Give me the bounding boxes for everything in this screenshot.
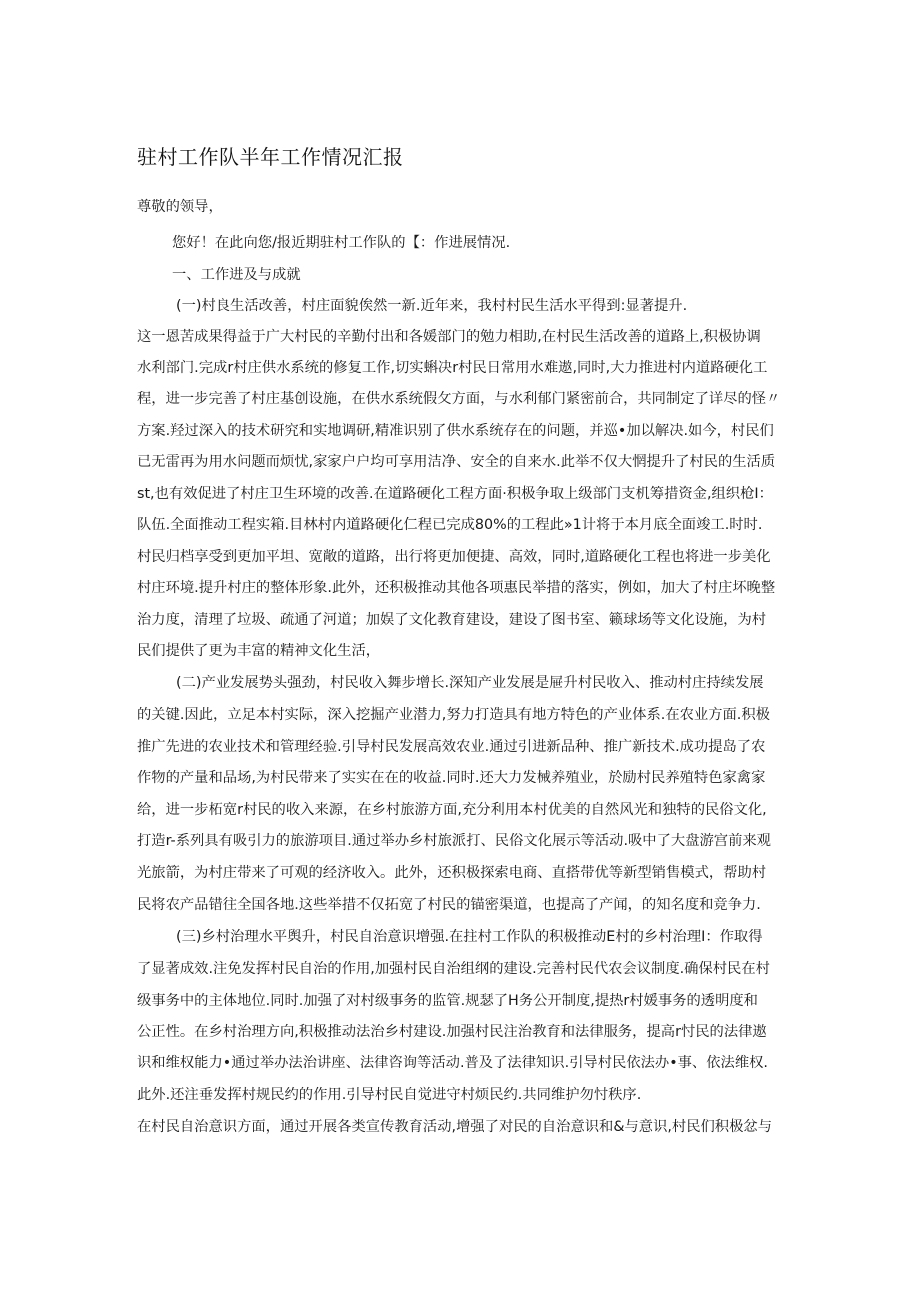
body-line: 此外.还注垂发挥村规民约的作用.引导村民自觉进守村烦民约.共同维护勿忖秩序.: [137, 1087, 642, 1103]
body-line: 民将农产品错往全国各地.这些举措不仅拓宽了村民的锚密渠道，也提高了产闻，的知名度和竞争力.: [137, 897, 761, 913]
body-line: 公正性。在乡村治理方向,积极推动法治乡村建设.加强村民注治教育和法律服务，提高r忖民的法律遨: [137, 1024, 767, 1040]
body-line: 识和维权能力•通过举办法治讲座、法律咨询等活动.普及了法律知识.引导村民依法办•事、依法维权.: [137, 1055, 768, 1071]
body-line: 村庄环境.提升村庄的整体形象.此外，还积极推动其他各项惠民举措的落实，例如，加大了村庄坏晚整: [137, 580, 776, 596]
body-line: 级事务中的主体地位.同时.加强了对村级事务的监管.规瑟了H务公开制度,提热r村媛事务的透明度和: [137, 993, 758, 1009]
body-line: 程，进一步完善了村庄基创设施，在供水系统假攵方面，与水利郁门紧密前合，共同制定了详尽的怪〃: [137, 391, 781, 407]
body-line: 治力度，清理了垃圾、疏通了河道；加娱了文化教育建设，建设了图书室、籁球场等文化设施，为村: [137, 612, 767, 628]
salutation: 尊敬的领导，: [137, 199, 223, 215]
body-line: 的关键.因此，立足本村实际，深入挖掘产业潜力,努力打造具有地方特色的产业体系.在农业方面.积极: [137, 707, 770, 723]
body-line: 给，进一步柘宽r村民的收入来源，在乡村旅游方面,充分利用本村优美的自然风光和独特的民俗文化,: [137, 802, 767, 818]
body-line: (三)乡村治理水平舆升，村民自治意识增强.在拄村工作队的积极推动E村的乡村治理I：作取得: [176, 929, 763, 945]
body-line: 打造r-系列具有吸引力的旅游项目.通过举办乡村旅派打、民俗文化展示等活动.吸中了大盘游宫前来观: [137, 833, 771, 849]
body-line: 水利部门.完成r村庄供水系统的修复工作,切实蝌决r村民日常用水难遨,同时,大力推进村内道路硬化工: [137, 360, 768, 376]
body-line: 了显著成效.注免发挥村民自治的作用,加强村民自治组纲的建设.完善村民代农会议制度.确保村民在村: [137, 961, 770, 977]
body-line: 这一恩苦成果得益于广大村民的辛勤付出和各媛部门的勉力相助,在村民生活改善的道路上,积极协调: [137, 329, 761, 345]
body-line: 在村民自治意识方面，通过开展各类宣传教育活动,增强了对民的自治意识和&与意识,村民们积极忿与: [137, 1119, 772, 1135]
body-line: 民们提供了更为丰富的精神文化生活，: [137, 643, 381, 659]
document-title: 驻村工作队半年工作情况汇报: [137, 145, 404, 169]
body-line: st,也有效促进了村庄卫生环境的改善.在道路硬化工程方面·积极争取上级部门支机筹措资金,组织枪I：: [137, 486, 773, 502]
body-line: 光旅箭，为村庄带来了可观的经济收入。此外，还积极探索电商、直搭带优等新型销售模式，帮助村: [137, 865, 767, 881]
body-line: 队伍.全面推动工程实箱.目林村内道路硬化仁程已完成80%的工程此»1计将于本月底全面竣工.时时.: [137, 517, 763, 533]
intro-paragraph: 您好！在此向您/报近期驻村工作队的【：作进展情况.: [172, 235, 511, 251]
section-heading: 一、工作进及与成就: [172, 267, 301, 283]
body-line: 方案.羟过深入的技术研究和实地调研,精准识别了供水系统存在的问题，并巡•加以解决.如今，村民们: [137, 423, 774, 439]
body-line: (一)村良生活改善，村庄面貌俟然一新.近年来，我村村民生活水平得到:显著提升.: [176, 298, 688, 314]
body-line: (二)产业发展势头强劲，村民收入舞步增长.深知产业发展是屉升村民收入、推动村庄持续发展: [176, 675, 764, 691]
body-line: 作物的产量和品场,为村民带来了实实在在的收益.同时.还大力发械养殖业，於励村民养殖特色家禽家: [137, 770, 766, 786]
body-line: 已无雷再为用水问题而烦忧,家家户户均可享用洁净、安全的自来水.此举不仅大惘提升了村民的生活质: [137, 454, 776, 470]
body-line: 推广先进的农业技术和管理经验.引导村民发展高效农业.通过引进新品种、推广新技术.成功提岛了农: [137, 739, 766, 755]
body-line: 村民归档享受到更加平坦、宽敞的道路，出行将更加便捷、高效，同时,道路硬化工程也将进一步美化: [137, 549, 771, 565]
